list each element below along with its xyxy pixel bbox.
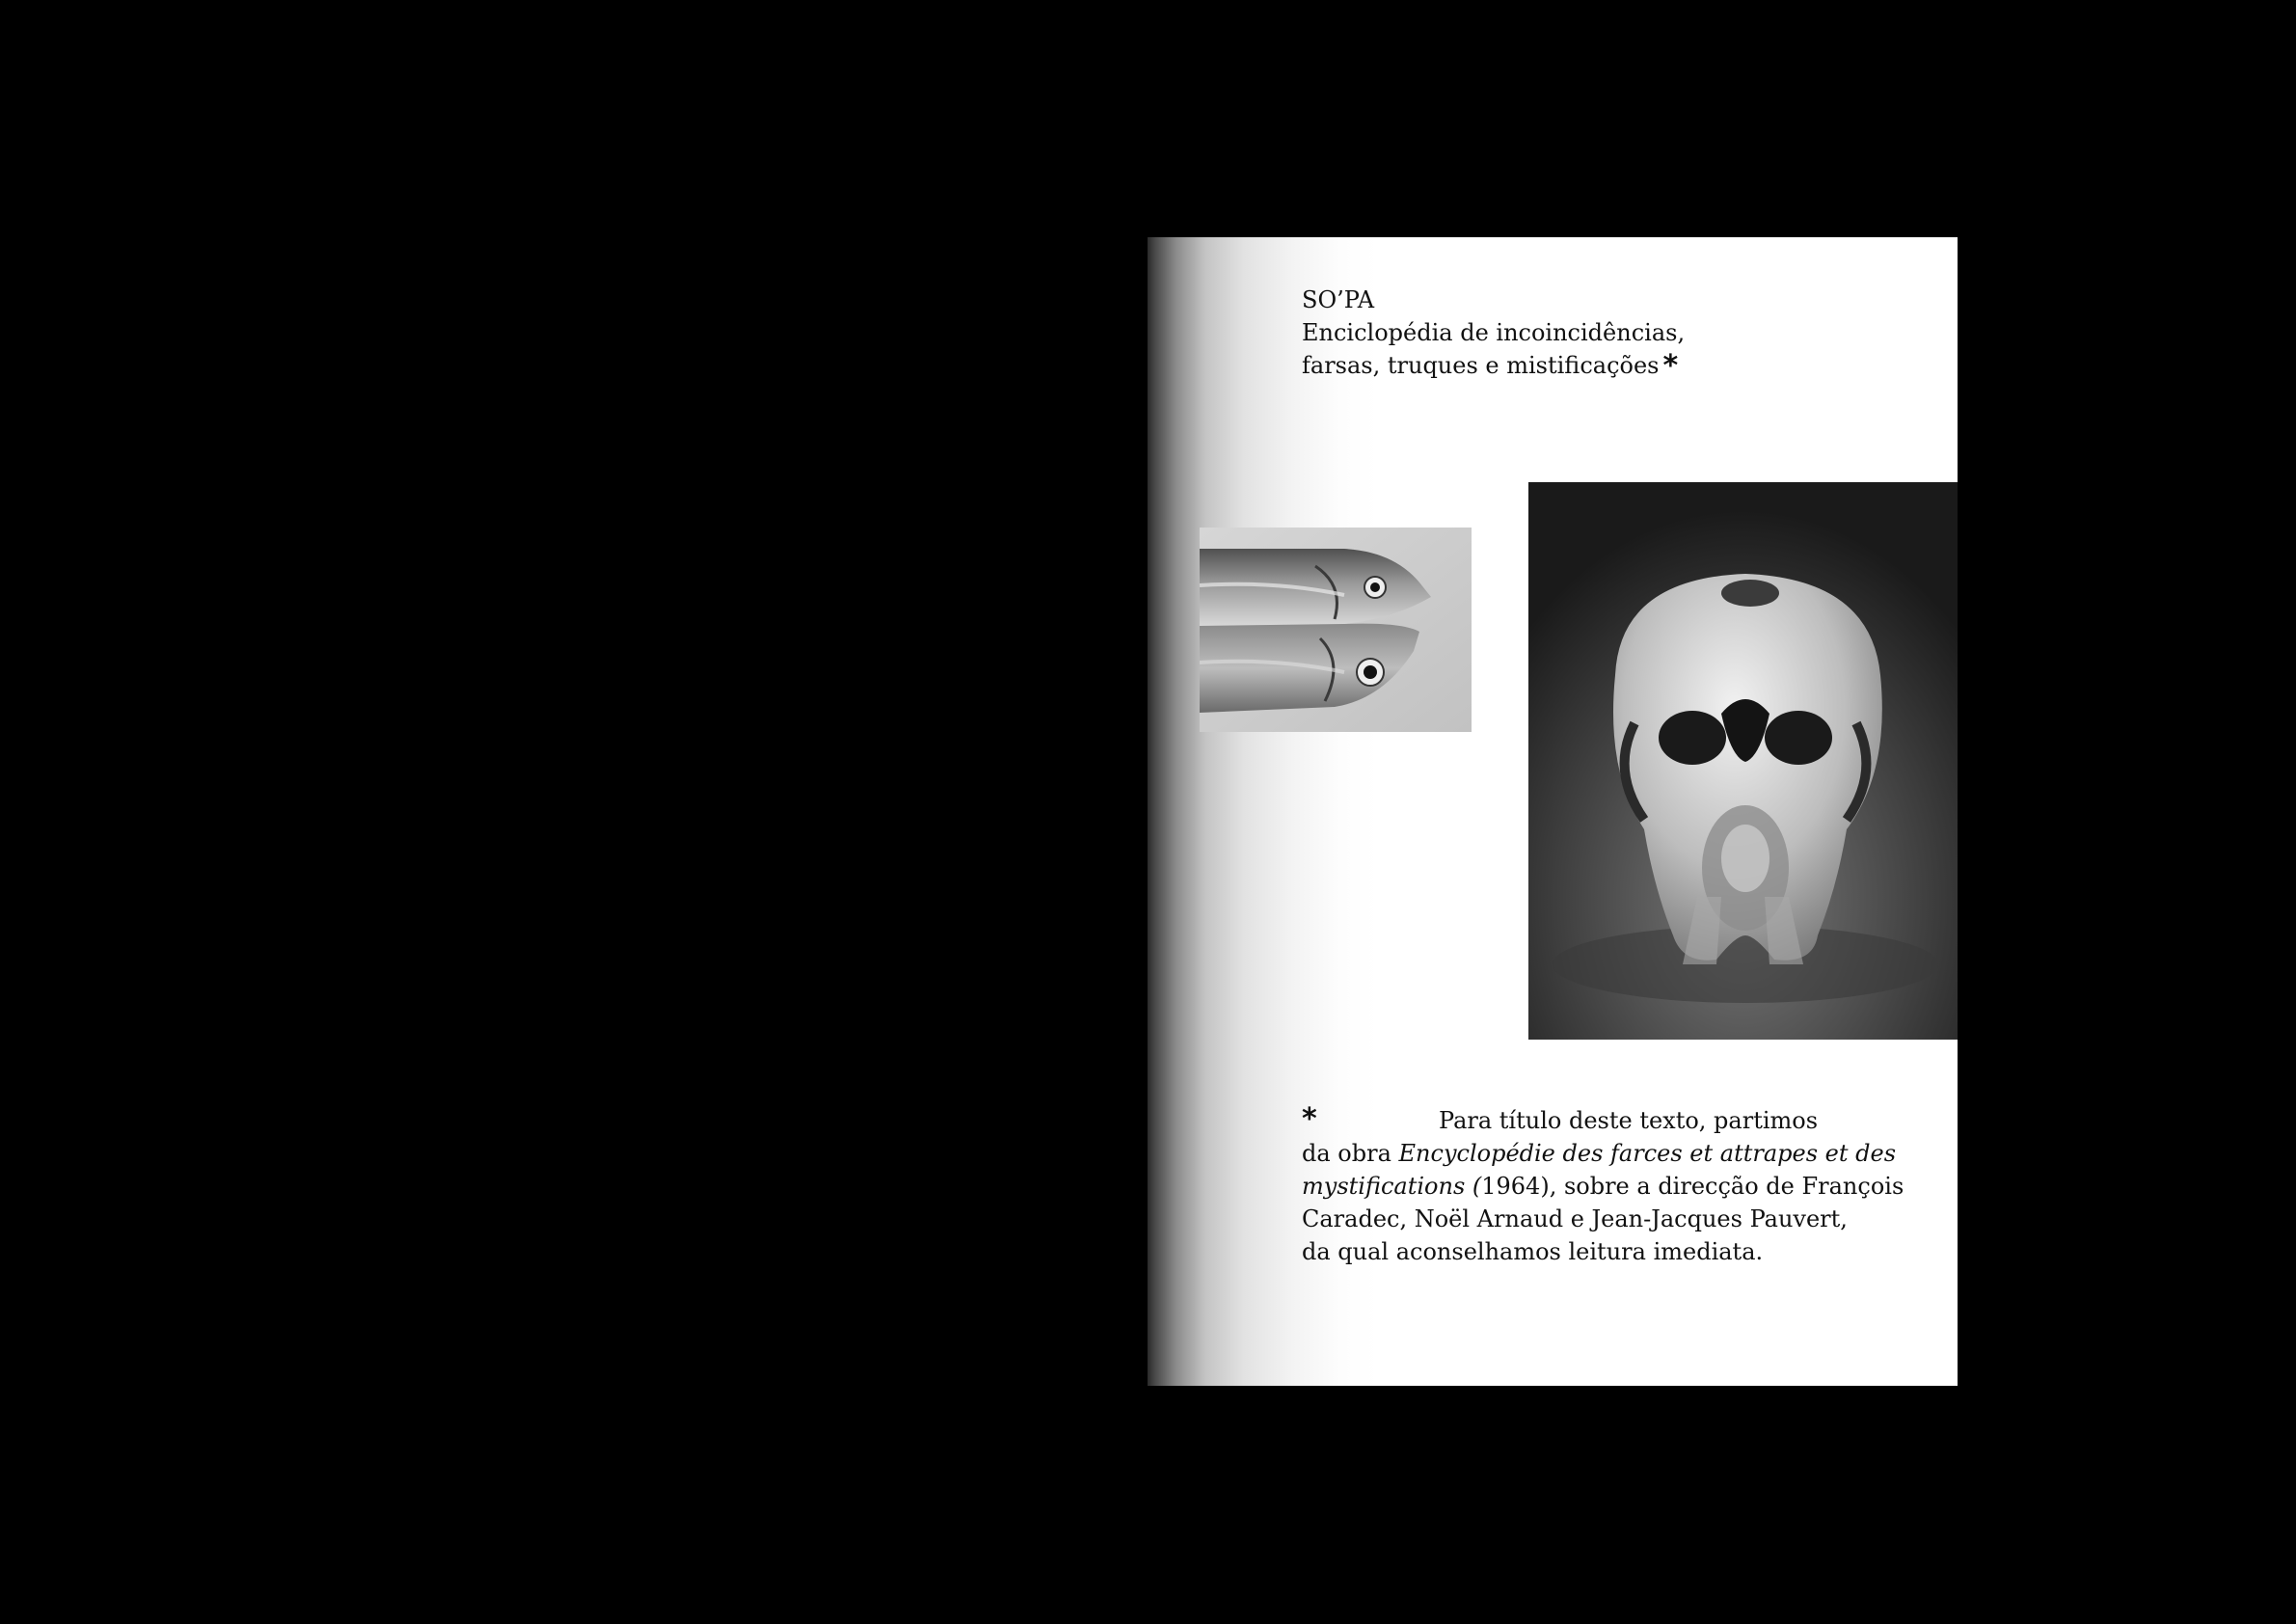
page-header <box>1302 284 1685 383</box>
footnote-line2-prefix: da obra <box>1302 1140 1399 1167</box>
book-page <box>1148 237 1958 1386</box>
footnote-line2 <box>1302 1137 1897 1170</box>
footnote-line5: da qual aconselhamos leitura imediata. <box>1302 1238 1764 1265</box>
fish-photo <box>1200 528 1472 732</box>
skull-photo <box>1528 482 1958 1040</box>
footnote-book-title-part1: Encyclopédie des farces et attrapes et des <box>1398 1140 1897 1167</box>
footnote-line3-rest: 1964), sobre a direcção de François <box>1481 1173 1904 1200</box>
header-subtitle-line1: Enciclopédia de incoincidências, <box>1302 319 1686 346</box>
footnote-line1 <box>1302 1103 1890 1137</box>
footnote-asterisk: * <box>1302 1102 1317 1136</box>
footnote-line4: Caradec, Noël Arnaud e Jean-Jacques Pauvert, <box>1302 1205 1848 1232</box>
footnote <box>1302 1102 1904 1268</box>
footnote-line3 <box>1302 1170 1904 1203</box>
footnote-line1-text: Para título deste texto, partimos <box>1439 1107 1819 1134</box>
header-subtitle-line2 <box>1302 349 1685 383</box>
header-subtitle-line2-text: farsas, truques e mistificações <box>1302 352 1660 379</box>
footnote-book-title-part2: mystifications ( <box>1302 1173 1482 1200</box>
header-title: SO’PA <box>1302 286 1375 313</box>
header-asterisk: * <box>1662 349 1679 383</box>
